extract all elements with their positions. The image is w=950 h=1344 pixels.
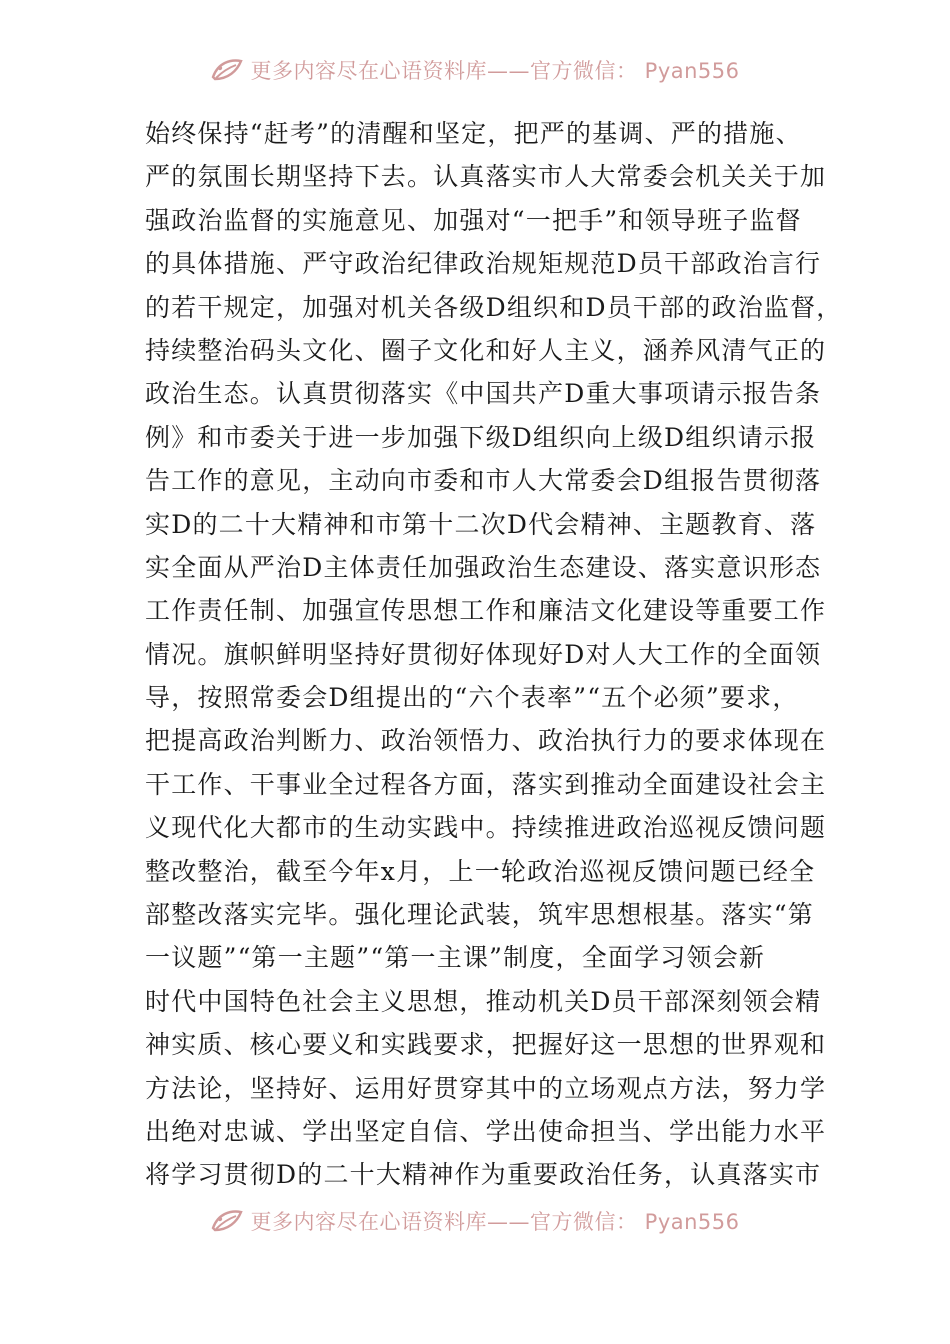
paragraph-line: 将学习贯彻D的二十大精神作为重要政治任务，认真落实市 bbox=[145, 1160, 822, 1190]
paragraph-line: 强政治监督的实施意见、加强对“一把手”和领导班子监督 bbox=[145, 205, 802, 235]
paragraph-line: 例》和市委关于进一步加强下级D组织向上级D组织请示报 bbox=[145, 422, 817, 452]
paragraph-line: 时代中国特色社会主义思想，推动机关D员干部深刻领会精 bbox=[145, 986, 822, 1016]
paragraph-line: 方法论，坚持好、运用好贯穿其中的立场观点方法，努力学 bbox=[145, 1073, 827, 1103]
paragraph-line: 的若干规定，加强对机关各级D组织和D员干部的政治监督， bbox=[145, 292, 843, 322]
paragraph-line: 政治生态。认真贯彻落实《中国共产D重大事项请示报告条 bbox=[145, 379, 822, 409]
paragraph-line: 工作责任制、加强宣传思想工作和廉洁文化建设等重要工作 bbox=[145, 596, 827, 626]
paragraph-line: 整改整治，截至今年x月，上一轮政治巡视反馈问题已经全 bbox=[145, 856, 816, 886]
watermark-text: 更多内容尽在心语资料库——官方微信： Pyan556 bbox=[250, 59, 740, 83]
paragraph-line: 的具体措施、严守政治纪律政治规矩规范D员干部政治言行 bbox=[145, 249, 822, 279]
document-body bbox=[145, 112, 843, 1197]
paragraph-line: 始终保持“赶考”的清醒和坚定，把严的基调、严的措施、 bbox=[145, 119, 802, 148]
leaf-logo-icon bbox=[210, 1208, 244, 1234]
paragraph-line: 出绝对忠诚、学出坚定自信、学出使命担当、学出能力水平 bbox=[145, 1116, 827, 1146]
paragraph-line: 神实质、核心要义和实践要求，把握好这一思想的世界观和 bbox=[145, 1030, 827, 1060]
paragraph-line: 持续整治码头文化、圈子文化和好人主义，涵养风清气正的 bbox=[145, 335, 827, 365]
paragraph-line: 严的氛围长期坚持下去。认真落实市人大常委会机关关于加 bbox=[145, 162, 827, 192]
paragraph-line: 导，按照常委会D组提出的“六个表率”“五个必须”要求， bbox=[145, 683, 799, 713]
paragraph-line: 部整改落实完毕。强化理论武装，筑牢思想根基。落实“第 bbox=[145, 900, 814, 930]
header-watermark bbox=[0, 50, 950, 90]
paragraph-line: 干工作、干事业全过程各方面，落实到推动全面建设社会主 bbox=[145, 769, 827, 799]
paragraph-line: 把提高政治判断力、政治领悟力、政治执行力的要求体现在 bbox=[145, 726, 827, 756]
paragraph-line: 情况。旗帜鲜明坚持好贯彻好体现好D对人大工作的全面领 bbox=[145, 639, 822, 669]
footer-watermark bbox=[0, 1201, 950, 1241]
leaf-logo-icon bbox=[210, 57, 244, 83]
paragraph-line: 实全面从严治D主体责任加强政治生态建设、落实意识形态 bbox=[145, 552, 822, 582]
paragraph-line: 义现代化大都市的生动实践中。持续推进政治巡视反馈问题 bbox=[145, 813, 827, 843]
paragraph-line: 实D的二十大精神和市第十二次D代会精神、主题教育、落 bbox=[145, 509, 817, 539]
paragraph-line: 一议题”“第一主题”“第一主课”制度，全面学习领会新 bbox=[145, 943, 766, 973]
paragraph-line: 告工作的意见，主动向市委和市人大常委会D组报告贯彻落 bbox=[145, 466, 822, 496]
watermark-text: 更多内容尽在心语资料库——官方微信： Pyan556 bbox=[250, 1210, 740, 1234]
